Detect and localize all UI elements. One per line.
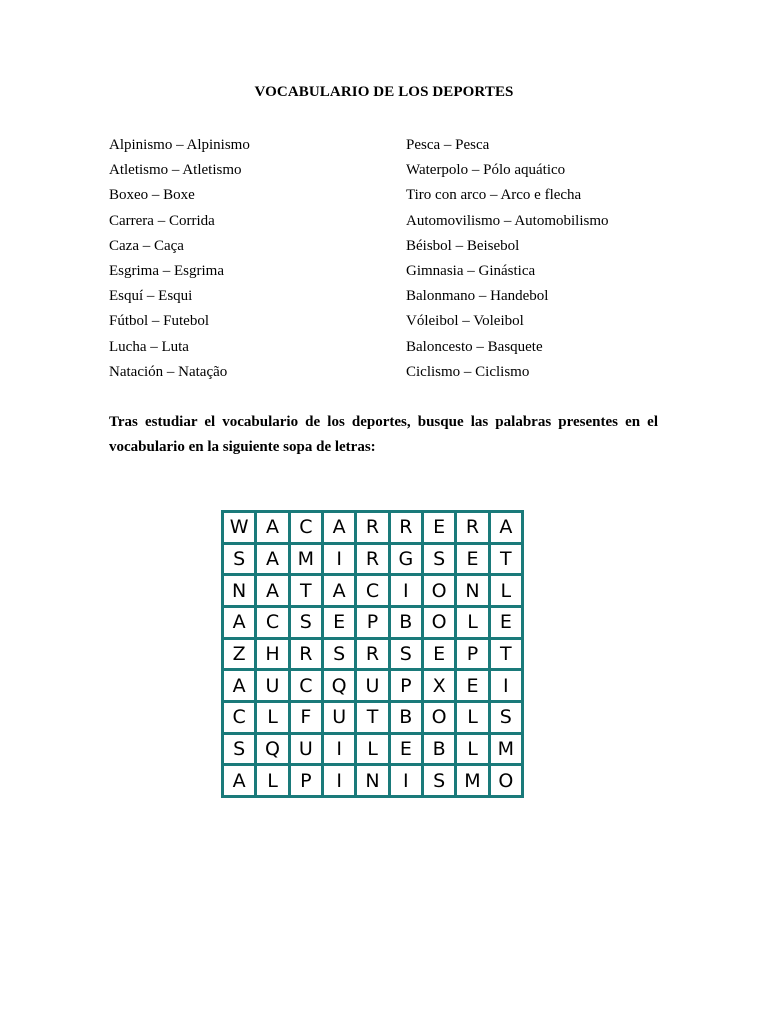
word-search-cell: I xyxy=(391,576,421,605)
word-search-cell: A xyxy=(257,513,287,542)
word-search-cell: S xyxy=(424,545,454,574)
vocabulary-item: Carrera – Corrida xyxy=(109,212,215,229)
word-search-cell: P xyxy=(457,640,487,669)
word-search-cell: O xyxy=(424,576,454,605)
word-search-cell: E xyxy=(324,608,354,637)
vocabulary-list-left xyxy=(109,136,250,388)
word-search-cell: A xyxy=(224,766,254,795)
vocabulary-item: Gimnasia – Ginástica xyxy=(406,262,536,279)
word-search-cell: N xyxy=(224,576,254,605)
word-search-cell: L xyxy=(257,766,287,795)
word-search-cell: E xyxy=(457,671,487,700)
instructions-text: Tras estudiar el vocabulario de los deportes, busque las palabras presentes en el vocabulario en la siguiente sopa de letras: xyxy=(109,414,658,455)
word-search-cell: P xyxy=(291,766,321,795)
word-search-cell: B xyxy=(391,608,421,637)
word-search-cell: M xyxy=(491,735,521,764)
vocabulary-item: Alpinismo – Alpinismo xyxy=(109,137,250,153)
word-search-cell: A xyxy=(491,513,521,542)
word-search-cell: S xyxy=(391,640,421,669)
word-search-cell: O xyxy=(424,608,454,637)
word-search-cell: I xyxy=(324,545,354,574)
word-search-cell: X xyxy=(424,671,454,700)
word-search-cell: P xyxy=(357,608,387,637)
vocabulary-item: Fútbol – Futebol xyxy=(109,313,210,330)
word-search-cell: T xyxy=(291,576,321,605)
word-search-cell: W xyxy=(224,513,254,542)
vocabulary-item: Balonmano – Handebol xyxy=(406,288,549,305)
word-search-cell: R xyxy=(391,513,421,542)
vocabulary-item: Tiro con arco – Arco e flecha xyxy=(406,187,582,204)
word-search-cell: L xyxy=(357,735,387,764)
word-search-cell: T xyxy=(491,545,521,574)
word-search-cell: I xyxy=(491,671,521,700)
word-search-cell: I xyxy=(324,735,354,764)
word-search-cell: P xyxy=(391,671,421,700)
word-search-cell: R xyxy=(357,640,387,669)
word-search-cell: A xyxy=(224,671,254,700)
word-search-cell: U xyxy=(357,671,387,700)
word-search-cell: M xyxy=(457,766,487,795)
word-search-cell: L xyxy=(457,703,487,732)
word-search-cell: E xyxy=(391,735,421,764)
word-search-cell: F xyxy=(291,703,321,732)
word-search-cell: C xyxy=(291,513,321,542)
vocabulary-item: Atletismo – Atletismo xyxy=(109,162,242,179)
vocabulary-item: Automovilismo – Automobilismo xyxy=(406,212,609,229)
word-search-cell: S xyxy=(324,640,354,669)
word-search-cell: A xyxy=(257,576,287,605)
word-search-cell: M xyxy=(291,545,321,574)
word-search-cell: E xyxy=(457,545,487,574)
word-search-cell: R xyxy=(357,513,387,542)
word-search-cell: C xyxy=(257,608,287,637)
word-search-cell: S xyxy=(291,608,321,637)
vocabulary-item: Béisbol – Beisebol xyxy=(406,237,520,254)
word-search-cell: I xyxy=(391,766,421,795)
word-search-cell: A xyxy=(257,545,287,574)
vocabulary-item: Lucha – Luta xyxy=(109,338,189,355)
word-search-cell: N xyxy=(457,576,487,605)
word-search-cell: S xyxy=(491,703,521,732)
vocabulary-list-right xyxy=(406,136,609,388)
word-search-grid xyxy=(221,510,524,798)
word-search-cell: Q xyxy=(324,671,354,700)
word-search-cell: E xyxy=(424,640,454,669)
page-title: VOCABULARIO DE LOS DEPORTES xyxy=(254,84,514,100)
word-search-cell: L xyxy=(257,703,287,732)
word-search-cell: L xyxy=(457,735,487,764)
word-search-cell: H xyxy=(257,640,287,669)
word-search-cell: U xyxy=(324,703,354,732)
word-search-cell: S xyxy=(224,735,254,764)
word-search-cell: E xyxy=(491,608,521,637)
word-search-cell: A xyxy=(324,513,354,542)
word-search-cell: O xyxy=(424,703,454,732)
vocabulary-item: Natación – Natação xyxy=(109,363,228,380)
word-search-cell: E xyxy=(424,513,454,542)
word-search-cell: T xyxy=(357,703,387,732)
vocabulary-item: Ciclismo – Ciclismo xyxy=(406,363,530,380)
word-search-cell: R xyxy=(291,640,321,669)
word-search-cell: O xyxy=(491,766,521,795)
word-search-cell: B xyxy=(391,703,421,732)
word-search-cell: G xyxy=(391,545,421,574)
word-search-cell: R xyxy=(357,545,387,574)
word-search-cell: B xyxy=(424,735,454,764)
word-search-cell: A xyxy=(224,608,254,637)
word-search-cell: R xyxy=(457,513,487,542)
vocabulary-item: Waterpolo – Pólo aquático xyxy=(406,162,566,179)
word-search-cell: L xyxy=(457,608,487,637)
word-search-cell: S xyxy=(424,766,454,795)
vocabulary-item: Esgrima – Esgrima xyxy=(109,262,224,279)
vocabulary-item: Pesca – Pesca xyxy=(406,137,490,153)
word-search-cell: C xyxy=(357,576,387,605)
word-search-cell: C xyxy=(224,703,254,732)
word-search-cell: L xyxy=(491,576,521,605)
word-search-cell: T xyxy=(491,640,521,669)
vocabulary-item: Vóleibol – Voleibol xyxy=(406,313,524,330)
vocabulary-item: Esquí – Esqui xyxy=(109,288,193,305)
word-search-cell: I xyxy=(324,766,354,795)
vocabulary-item: Baloncesto – Basquete xyxy=(406,338,543,355)
word-search-cell: S xyxy=(224,545,254,574)
word-search-cell: U xyxy=(257,671,287,700)
word-search-cell: A xyxy=(324,576,354,605)
word-search-cell: N xyxy=(357,766,387,795)
word-search-cell: U xyxy=(291,735,321,764)
vocabulary-item: Caza – Caça xyxy=(109,237,184,254)
vocabulary-item: Boxeo – Boxe xyxy=(109,187,195,204)
word-search-cell: Q xyxy=(257,735,287,764)
word-search-cell: Z xyxy=(224,640,254,669)
word-search-cell: C xyxy=(291,671,321,700)
